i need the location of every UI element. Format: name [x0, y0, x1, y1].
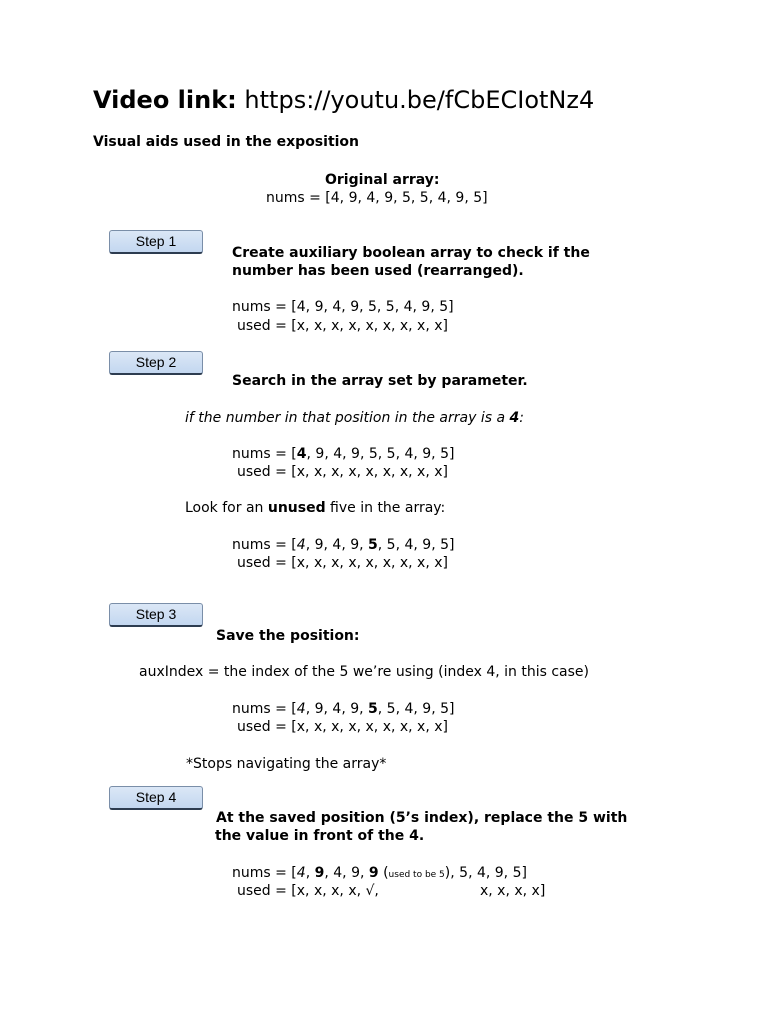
- step-3-nums: [232, 700, 454, 718]
- nums-prefix: nums = [: [232, 537, 297, 553]
- step-2-used-a: used = [x, x, x, x, x, x, x, x, x]: [237, 464, 448, 480]
- nums-rest: , 5, 4, 9, 5]: [377, 537, 455, 553]
- nums-paren: (: [378, 865, 389, 881]
- nums-highlight: 5: [368, 701, 378, 717]
- video-link[interactable]: https://youtu.be/fCbECIotNz4: [244, 86, 595, 114]
- step-4-used-pre: used = [x, x, x, x, √,: [237, 883, 379, 899]
- step-1-desc-line2: number has been used (rearranged).: [232, 263, 524, 279]
- step-3-stops: *Stops navigating the array*: [186, 756, 387, 772]
- subtitle: Visual aids used in the exposition: [93, 134, 360, 150]
- step-2-nums-b: [232, 536, 454, 554]
- nums-sep: ,: [305, 865, 315, 881]
- step-2-condition-post: :: [519, 410, 524, 426]
- nums-mid: , 4, 9,: [324, 865, 369, 881]
- step-2-desc: Search in the array set by parameter.: [232, 373, 528, 389]
- page-title: [93, 84, 594, 116]
- nums-rest: , 9, 4, 9, 5, 5, 4, 9, 5]: [306, 446, 455, 462]
- step-1-desc-line1: Create auxiliary boolean array to check if the: [232, 245, 590, 261]
- step-3-used: used = [x, x, x, x, x, x, x, x, x]: [237, 719, 448, 735]
- original-nums: nums = [4, 9, 4, 9, 5, 5, 4, 9, 5]: [266, 190, 488, 206]
- nums-first: 4: [296, 701, 306, 717]
- nums-first: 4: [296, 865, 306, 881]
- nums-rest: ), 5, 4, 9, 5]: [444, 865, 527, 881]
- nums-prefix: nums = [: [232, 446, 297, 462]
- look-bold: unused: [267, 500, 326, 516]
- nums-rest: , 5, 4, 9, 5]: [377, 701, 455, 717]
- nums-highlight: 5: [368, 537, 378, 553]
- step-4-nums: [232, 864, 527, 884]
- step-3-aux: auxIndex = the index of the 5 we’re using (index 4, in this case): [139, 664, 589, 680]
- step-2-condition: [185, 409, 524, 427]
- step-2-button[interactable]: Step 2: [109, 351, 203, 375]
- step-1-used: used = [x, x, x, x, x, x, x, x, x]: [237, 318, 448, 334]
- step-2-used-b: used = [x, x, x, x, x, x, x, x, x]: [237, 555, 448, 571]
- step-4-used-post: x, x, x, x]: [480, 883, 546, 899]
- nums-note: used to be 5: [388, 870, 445, 880]
- step-2-condition-num: 4: [509, 410, 520, 426]
- step-2-nums-a: [232, 445, 454, 463]
- step-2-look: [185, 499, 445, 517]
- step-4-button[interactable]: Step 4: [109, 786, 203, 810]
- nums-mid: , 9, 4, 9,: [305, 537, 369, 553]
- nums-prefix: nums = [: [232, 701, 297, 717]
- look-pre: Look for an: [185, 500, 268, 516]
- look-post: five in the array:: [325, 500, 446, 516]
- step-4-desc-line2: the value in front of the 4.: [215, 828, 425, 844]
- step-1-button[interactable]: Step 1: [109, 230, 203, 254]
- nums-first: 4: [296, 537, 306, 553]
- step-1-nums: nums = [4, 9, 4, 9, 5, 5, 4, 9, 5]: [232, 299, 454, 315]
- original-array-label: Original array:: [325, 172, 440, 188]
- nums-highlight: 4: [296, 446, 307, 462]
- step-4-desc-line1: At the saved position (5’s index), replace the 5 with: [216, 810, 628, 826]
- title-label: Video link:: [93, 86, 237, 114]
- step-3-button[interactable]: Step 3: [109, 603, 203, 627]
- nums-highlight-2: 9: [368, 865, 379, 881]
- nums-prefix: nums = [: [232, 865, 297, 881]
- nums-highlight-1: 9: [314, 865, 325, 881]
- step-2-condition-pre: if the number in that position in the array is a: [185, 410, 510, 426]
- step-3-desc: Save the position:: [216, 628, 360, 644]
- nums-mid: , 9, 4, 9,: [305, 701, 369, 717]
